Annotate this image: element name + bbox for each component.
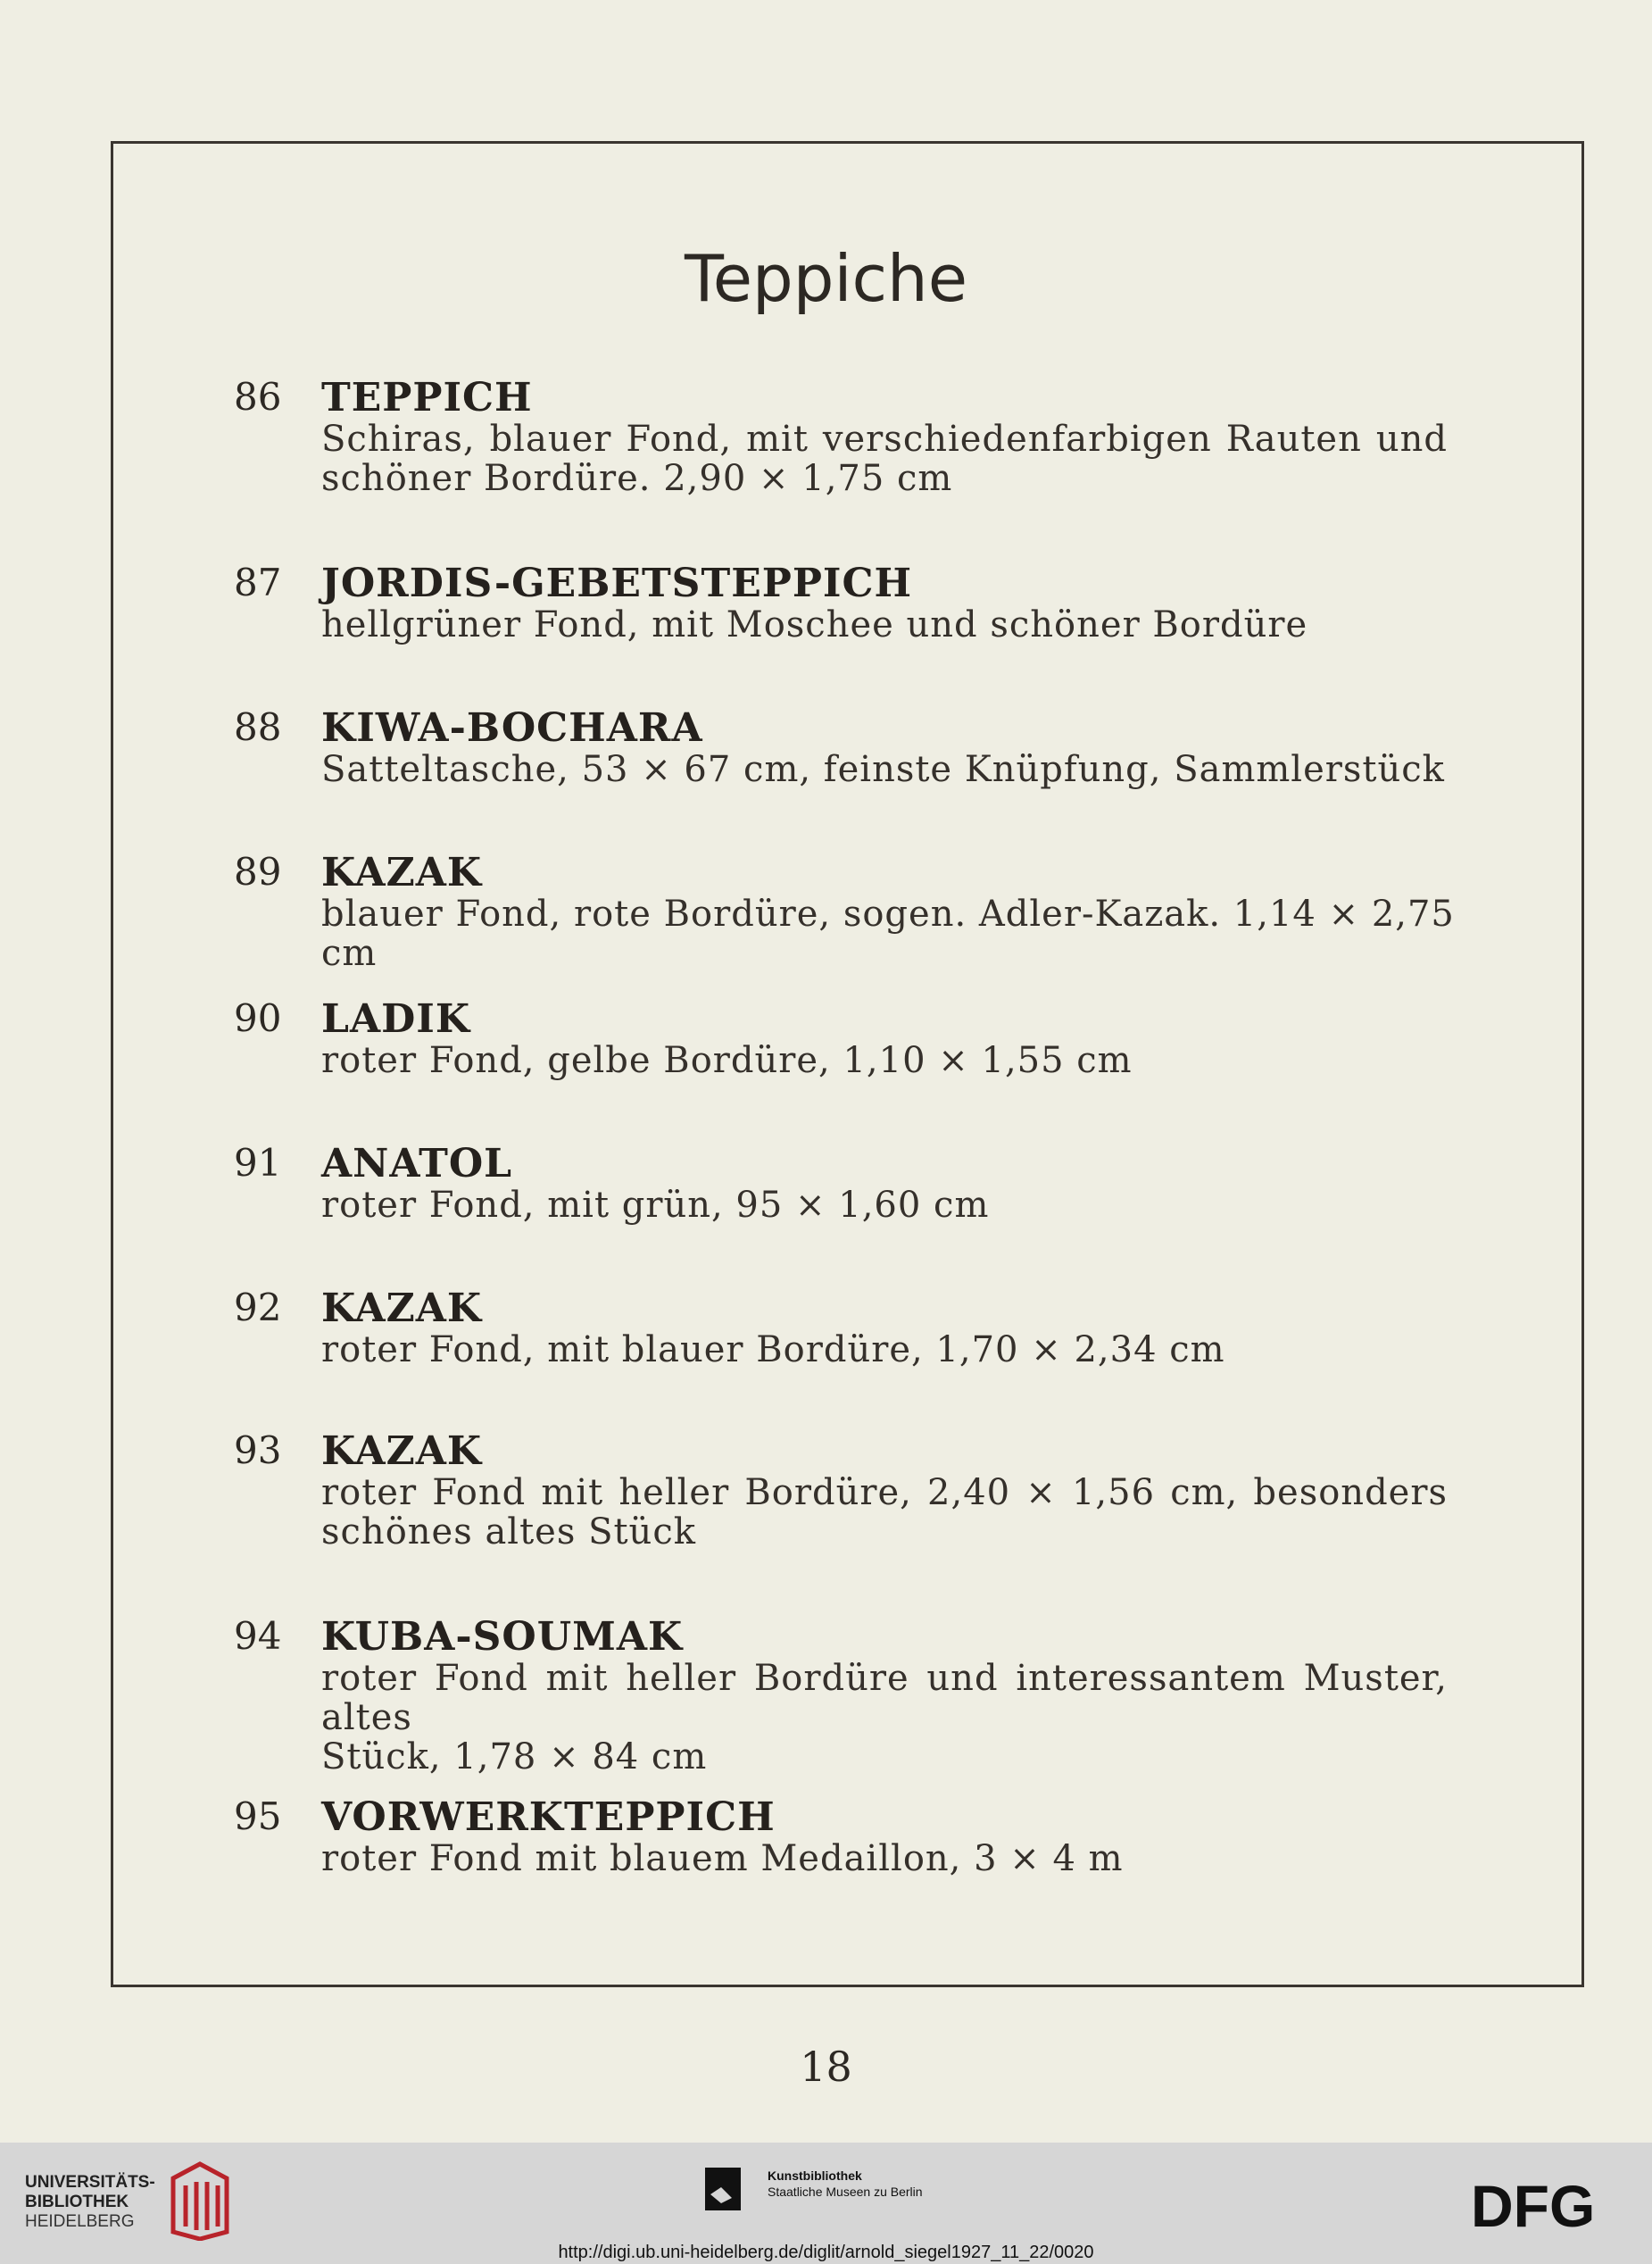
entry-title: KAZAK [321,850,483,895]
digitization-footer [0,2143,1652,2264]
entry-line: hellgrüner Fond, mit Moschee und schöner Bordüre [321,604,1308,645]
entry-number: 90 [234,996,282,1040]
entry-number: 89 [234,850,282,894]
entry-description [321,1041,1482,1080]
entry-number: 95 [234,1794,282,1838]
entry-description [321,1330,1482,1369]
entry-description [321,605,1482,645]
entry-line: roter Fond, mit grün, 95 × 1,60 cm [321,1185,990,1226]
entry-title: TEPPICH [321,375,533,420]
entry-description [321,420,1482,498]
kunstbibliothek-logo-icon[interactable] [705,2168,741,2210]
dfg-logo-text: DFG [1471,2178,1596,2232]
entry-line: roter Fond mit blauem Medaillon, 3 × 4 m [321,1838,1124,1879]
entry-line: roter Fond mit heller Bordüre und interessantem Muster, altes [321,1658,1448,1738]
entry-description [321,1473,1482,1552]
entry-title: KAZAK [321,1428,483,1474]
entry-title: KUBA-SOUMAK [321,1614,684,1660]
entry-line: Satteltasche, 53 × 67 cm, feinste Knüpfung, Sammlerstück [321,749,1445,790]
entry-title: KAZAK [321,1286,483,1331]
entry-number: 94 [234,1614,282,1658]
entry-description [321,1659,1482,1777]
entry-title: VORWERKTEPPICH [321,1794,776,1840]
entry-title: JORDIS-GEBETSTEPPICH [321,561,913,606]
entry-title: KIWA-BOCHARA [321,705,703,751]
entry-line: Stück, 1,78 × 84 cm [321,1736,708,1777]
page-heading: Teppiche [685,241,967,316]
entry-line: roter Fond, gelbe Bordüre, 1,10 × 1,55 cm [321,1040,1133,1081]
entry-line: blauer Fond, rote Bordüre, sogen. Adler-Kazak. 1,14 × 2,75 cm [321,894,1455,974]
entry-number: 92 [234,1286,282,1329]
ub-line-2: BIBLIOTHEK [25,2193,129,2211]
entry-description [321,1839,1482,1878]
entry-description [321,895,1482,973]
entry-number: 86 [234,375,282,419]
entry-number: 91 [234,1141,282,1185]
permalink-url[interactable]: http://digi.ub.uni-heidelberg.de/diglit/arnold_siegel1927_11_22/0020 [558,2243,1094,2262]
entry-number: 87 [234,561,282,604]
entry-description [321,750,1482,789]
entry-title: LADIK [321,996,471,1042]
entry-title: ANATOL [321,1141,513,1186]
kb-line-1: Kunstbibliothek [768,2168,862,2183]
entry-description [321,1186,1482,1225]
kb-line-2: Staatliche Museen zu Berlin [768,2185,923,2199]
entry-number: 93 [234,1428,282,1472]
kunstbibliothek-logo-text[interactable] [768,2168,923,2200]
page-number: 18 [800,2043,852,2091]
ub-heidelberg-logo-text[interactable] [25,2173,155,2232]
entry-line: schöner Bordüre. 2,90 × 1,75 cm [321,458,953,499]
ub-line-3: HEIDELBERG [25,2212,135,2231]
ub-heidelberg-logo-icon[interactable] [164,2160,236,2241]
entry-line: Schiras, blauer Fond, mit verschiedenfarbigen Rauten und [321,419,1448,460]
entry-number: 88 [234,705,282,749]
entry-line: schönes altes Stück [321,1511,696,1552]
entry-line: roter Fond, mit blauer Bordüre, 1,70 × 2,34 cm [321,1329,1225,1370]
ub-line-1: UNIVERSITÄTS- [25,2173,155,2192]
entry-line: roter Fond mit heller Bordüre, 2,40 × 1,56 cm, besonders [321,1472,1448,1513]
dfg-logo-icon[interactable] [1471,2178,1631,2232]
